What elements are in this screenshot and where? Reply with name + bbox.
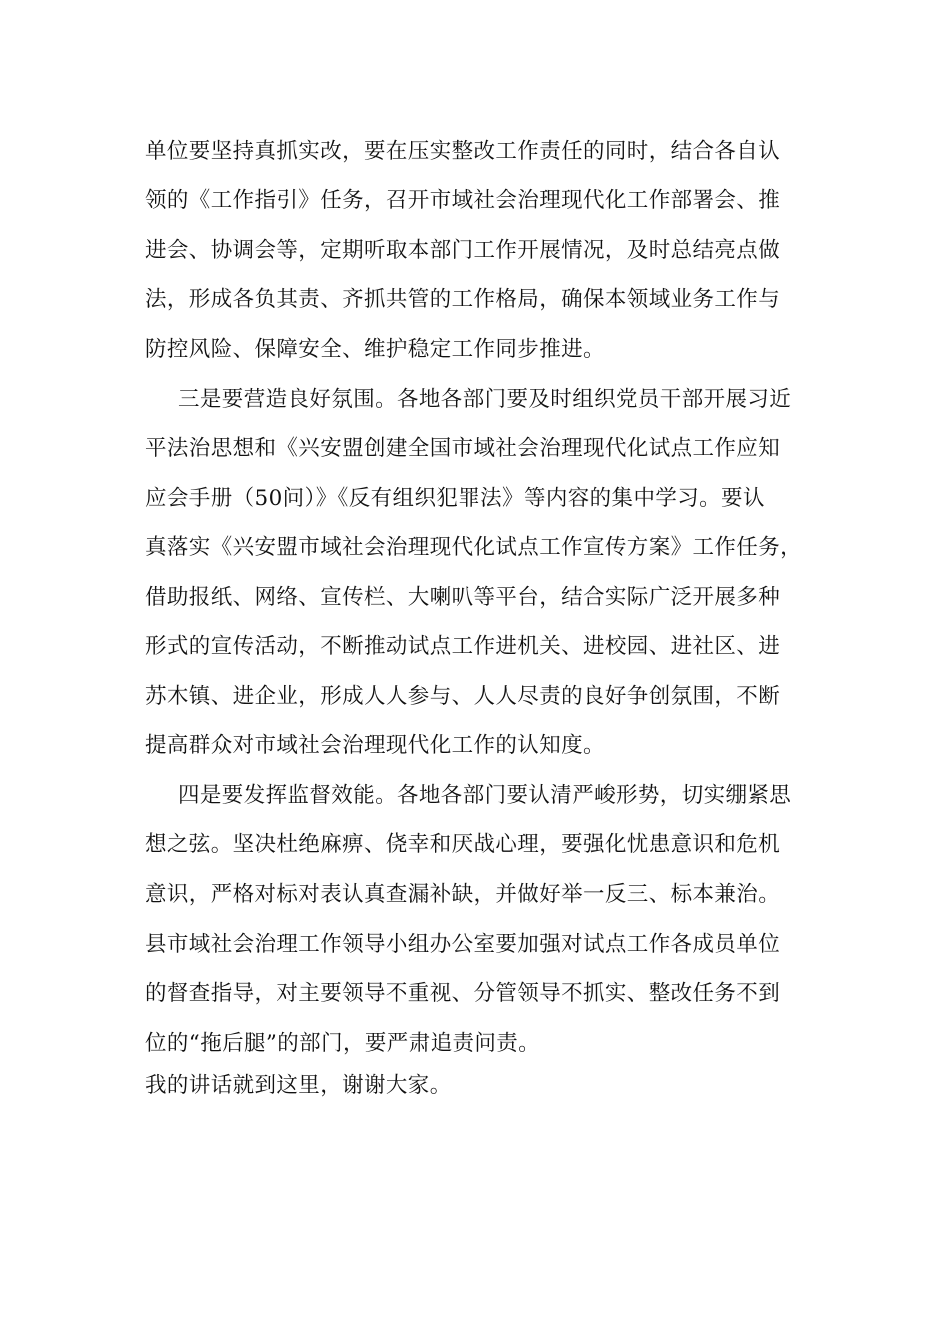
body-text-line: 提高群众对市域社会治理现代化工作的认知度。 [145, 733, 605, 758]
body-text-line: 进会、协调会等，定期听取本部门工作开展情况，及时总结亮点做 [145, 238, 781, 263]
body-text-line: 防控风险、保障安全、维护稳定工作同步推进。 [145, 337, 605, 362]
body-text-line: 位的“拖后腿”的部门，要严肃追责问责。 [145, 1031, 541, 1056]
body-text-line: 的督查指导，对主要领导不重视、分管领导不抓实、整改任务不到 [145, 981, 781, 1006]
paragraph-four-heading-line: 四是要发挥监督效能。各地各部门要认清严峻形势，切实绷紧思 [178, 783, 792, 808]
body-text-line: 平法治思想和《兴安盟创建全国市域社会治理现代化试点工作应知 [145, 436, 781, 461]
body-text-line: 苏木镇、进企业，形成人人参与、人人尽责的良好争创氛围，不断 [145, 684, 781, 709]
body-text-line: 想之弦。坚决杜绝麻痹、侥幸和厌战心理，要强化忧患意识和危机 [145, 832, 781, 857]
body-text-line: 借助报纸、网络、宣传栏、大喇叭等平台，结合实际广泛开展多种 [145, 585, 781, 610]
body-text-line: 领的《工作指引》任务，召开市域社会治理现代化工作部署会、推 [145, 188, 781, 213]
closing-remark-line: 我的讲话就到这里，谢谢大家。 [145, 1073, 452, 1098]
body-text-line: 真落实《兴安盟市域社会治理现代化试点工作宣传方案》工作任务， [145, 535, 803, 560]
body-text-line: 县市域社会治理工作领导小组办公室要加强对试点工作各成员单位 [145, 932, 781, 957]
paragraph-three-heading-line: 三是要营造良好氛围。各地各部门要及时组织党员干部开展习近 [178, 387, 792, 412]
body-text-line: 法，形成各负其责、齐抓共管的工作格局，确保本领域业务工作与 [145, 287, 781, 312]
body-text-line: 意识，严格对标对表认真查漏补缺，并做好举一反三、标本兼治。 [145, 882, 781, 907]
body-text-line: 应会手册（50问）》《反有组织犯罪法》等内容的集中学习。要认 [145, 486, 765, 511]
body-text-line: 形式的宣传活动，不断推动试点工作进机关、进校园、进社区、进 [145, 634, 781, 659]
body-text-line: 单位要坚持真抓实改，要在压实整改工作责任的同时，结合各自认 [145, 139, 781, 164]
